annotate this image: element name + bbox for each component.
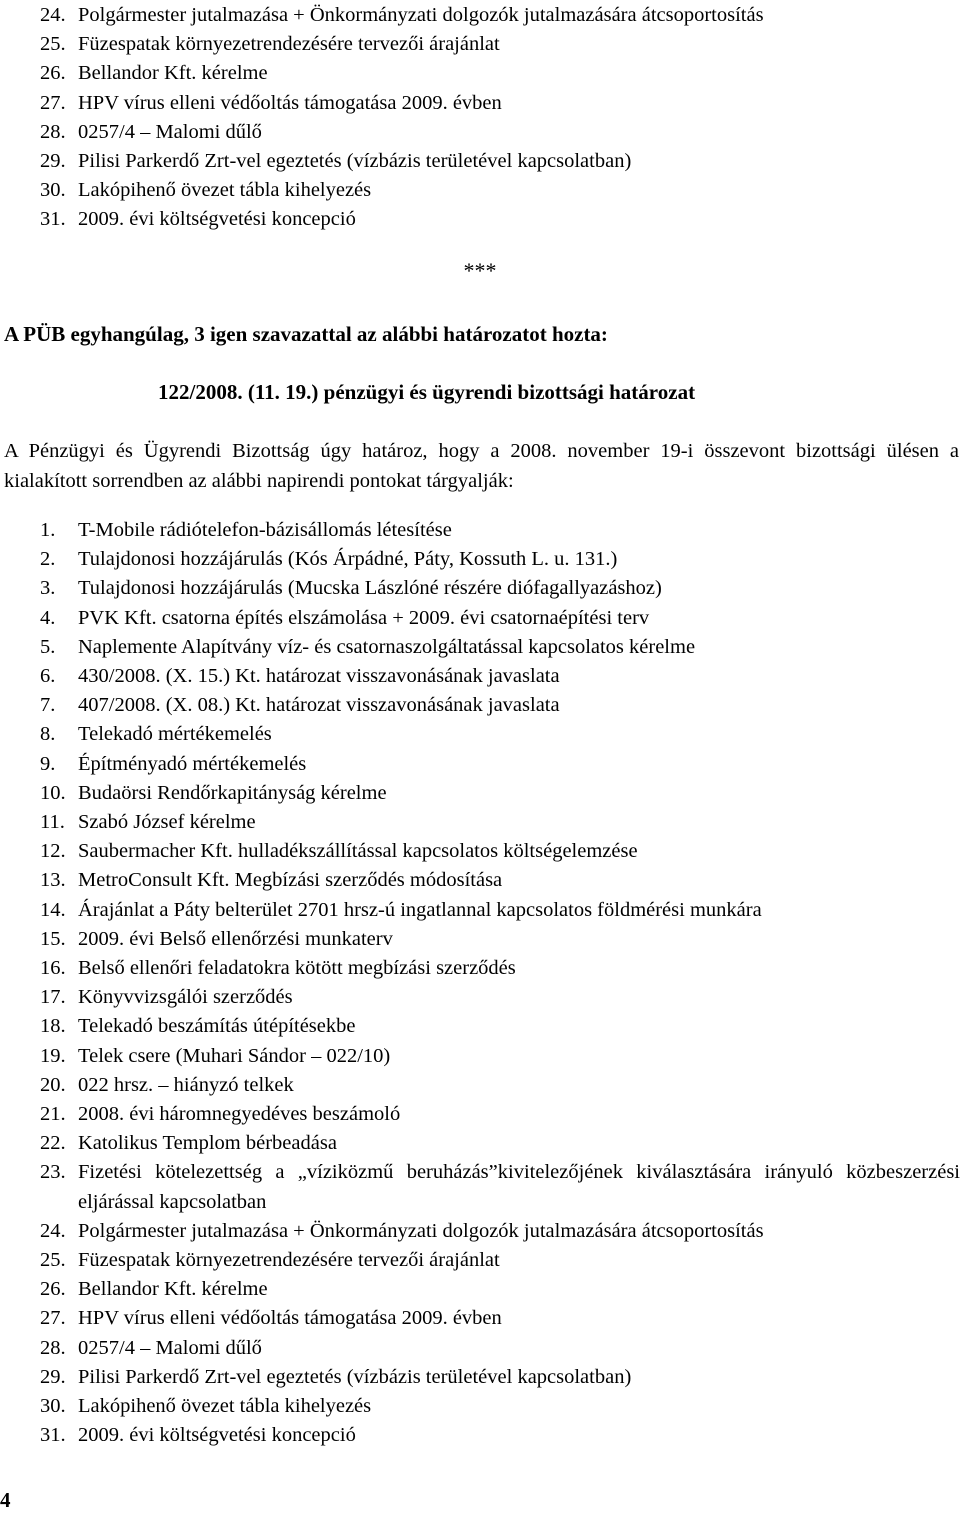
item-text: 2009. évi Belső ellenőrzési munkaterv <box>78 927 393 950</box>
item-number: 10. <box>40 781 66 804</box>
agenda-item <box>40 983 960 1012</box>
continued-agenda-item <box>40 89 960 118</box>
agenda-item <box>40 1363 960 1392</box>
item-number: 25. <box>40 1249 66 1272</box>
item-text: Telekadó mértékemelés <box>78 723 272 746</box>
agenda-item <box>40 604 960 633</box>
item-text: 407/2008. (X. 08.) Kt. határozat visszavonásának javaslata <box>78 694 560 717</box>
continued-agenda-item <box>40 118 960 147</box>
item-number: 25. <box>40 33 66 56</box>
item-number: 15. <box>40 927 66 950</box>
agenda-item <box>40 1392 960 1421</box>
item-text: Bellandor Kft. kérelme <box>78 1278 268 1301</box>
agenda-item <box>40 925 960 954</box>
continued-agenda-item <box>40 147 960 176</box>
item-number: 21. <box>40 1103 66 1126</box>
item-text: HPV vírus elleni védőoltás támogatása 2009. évben <box>78 91 502 114</box>
agenda-list <box>40 516 960 1451</box>
item-text: Könyvvizsgálói szerződés <box>78 986 293 1009</box>
agenda-item <box>40 750 960 779</box>
item-number: 1. <box>40 519 56 541</box>
item-number: 26. <box>40 62 66 85</box>
item-text: PVK Kft. csatorna építés elszámolása + 2009. évi csatornaépítési terv <box>78 606 650 629</box>
item-number: 27. <box>40 91 66 114</box>
item-text: Füzespatak környezetrendezésére tervezői árajánlat <box>78 33 500 56</box>
agenda-item <box>40 1071 960 1100</box>
item-text: Lakópihenő övezet tábla kihelyezés <box>78 179 372 202</box>
item-number: 11. <box>40 811 65 834</box>
agenda-item <box>40 1334 960 1363</box>
item-text: HPV vírus elleni védőoltás támogatása 2009. évben <box>78 1307 502 1330</box>
agenda-item <box>40 1246 960 1275</box>
item-text: 430/2008. (X. 15.) Kt. határozat visszavonásának javaslata <box>78 665 560 688</box>
item-text: Telek csere (Muhari Sándor – 022/10) <box>78 1044 391 1067</box>
item-number: 12. <box>40 840 66 863</box>
item-number: 28. <box>40 120 66 143</box>
item-number: 8. <box>40 723 56 746</box>
item-text: Saubermacher Kft. hulladékszállítással kapcsolatos költségelemzése <box>78 840 638 863</box>
item-number: 23. <box>40 1161 66 1184</box>
item-number: 2. <box>40 548 56 571</box>
agenda-item <box>40 1421 960 1450</box>
continued-agenda-item <box>40 176 960 205</box>
agenda-item <box>40 662 960 691</box>
agenda-item <box>40 516 960 545</box>
resolution-text: A Pénzügyi és Ügyrendi Bizottság úgy határoz, hogy a 2008. november 19-i összevont bizottsági ülésen a kialakított sorrendben az alábbi napirendi pontokat tárgyalják: <box>4 440 959 492</box>
agenda-item <box>40 1217 960 1246</box>
item-number: 19. <box>40 1044 66 1067</box>
agenda-item <box>40 1304 960 1333</box>
agenda-item <box>40 866 960 895</box>
item-number: 14. <box>40 898 66 921</box>
item-text: Naplemente Alapítvány víz- és csatornaszolgáltatással kapcsolatos kérelme <box>78 635 696 658</box>
agenda-item <box>40 633 960 662</box>
item-text: Szabó József kérelme <box>78 811 256 834</box>
page-number: 4 <box>0 1488 11 1512</box>
continued-agenda-item <box>40 1 960 30</box>
item-number: 18. <box>40 1015 66 1038</box>
item-number: 17. <box>40 986 66 1009</box>
item-text: Katolikus Templom bérbeadása <box>78 1132 337 1155</box>
agenda-item <box>40 1275 960 1304</box>
item-number: 4. <box>40 606 56 629</box>
item-number: 29. <box>40 1365 66 1388</box>
item-number: 5. <box>40 635 56 658</box>
item-text: Polgármester jutalmazása + Önkormányzati dolgozók jutalmazására átcsoportosítás <box>78 4 764 26</box>
item-text: 0257/4 – Malomi dűlő <box>78 1336 262 1359</box>
item-text: Árajánlat a Páty belterület 2701 hrsz-ú ingatlannal kapcsolatos földmérési munkára <box>78 898 762 921</box>
agenda-item <box>40 691 960 720</box>
item-number: 16. <box>40 957 66 980</box>
item-text: 022 hrsz. – hiányzó telkek <box>78 1073 294 1096</box>
item-text: Füzespatak környezetrendezésére tervezői árajánlat <box>78 1249 500 1272</box>
agenda-item <box>40 574 960 603</box>
decision-heading: A PÜB egyhangúlag, 3 igen szavazattal az alábbi határozatot hozta: <box>4 322 608 346</box>
agenda-item <box>40 1129 960 1158</box>
continued-agenda-list <box>40 1 960 235</box>
item-text: 0257/4 – Malomi dűlő <box>78 120 262 143</box>
item-number: 28. <box>40 1336 66 1359</box>
agenda-item <box>40 1042 960 1071</box>
item-text: Lakópihenő övezet tábla kihelyezés <box>78 1395 372 1418</box>
item-text: 2009. évi költségvetési koncepció <box>78 1424 356 1447</box>
agenda-item <box>40 1100 960 1129</box>
item-text: Építményadó mértékemelés <box>78 752 307 775</box>
item-number: 30. <box>40 179 66 202</box>
item-text: Telekadó beszámítás útépítésekbe <box>78 1015 356 1038</box>
item-text: MetroConsult Kft. Megbízási szerződés módosítása <box>78 869 503 892</box>
item-number: 22. <box>40 1132 66 1155</box>
agenda-item <box>40 896 960 925</box>
continued-agenda-item <box>40 205 960 234</box>
item-number: 29. <box>40 150 66 173</box>
section-separator: *** <box>463 258 497 283</box>
item-text: 2009. évi költségvetési koncepció <box>78 208 356 231</box>
resolution-title: 122/2008. (11. 19.) pénzügyi és ügyrendi bizottsági határozat <box>158 380 696 404</box>
item-number: 27. <box>40 1307 66 1330</box>
item-text: Pilisi Parkerdő Zrt-vel egeztetés (vízbázis területével kapcsolatban) <box>78 1365 632 1388</box>
item-number: 20. <box>40 1073 66 1096</box>
agenda-item <box>40 720 960 749</box>
item-text: Bellandor Kft. kérelme <box>78 62 268 85</box>
item-number: 31. <box>40 1424 66 1447</box>
item-number: 31. <box>40 208 66 231</box>
agenda-item <box>40 545 960 574</box>
item-number: 26. <box>40 1278 66 1301</box>
continued-agenda-item <box>40 30 960 59</box>
item-number: 13. <box>40 869 66 892</box>
agenda-item <box>40 779 960 808</box>
agenda-item <box>40 1012 960 1041</box>
item-number: 9. <box>40 752 56 775</box>
item-text: Pilisi Parkerdő Zrt-vel egeztetés (vízbázis területével kapcsolatban) <box>78 150 632 173</box>
item-text: Budaörsi Rendőrkapitányság kérelme <box>78 781 387 804</box>
agenda-item <box>40 954 960 983</box>
continued-agenda-item <box>40 59 960 88</box>
item-number: 24. <box>40 1219 66 1242</box>
item-text: Tulajdonosi hozzájárulás (Mucska Lászlóné részére diófagallyazáshoz) <box>78 577 662 600</box>
item-text: T-Mobile rádiótelefon-bázisállomás létesítése <box>78 519 452 541</box>
item-text: Tulajdonosi hozzájárulás (Kós Árpádné, Páty, Kossuth L. u. 131.) <box>78 548 618 571</box>
agenda-item <box>40 808 960 837</box>
item-number: 3. <box>40 577 56 600</box>
item-number: 30. <box>40 1395 66 1418</box>
item-text: 2008. évi háromnegyedéves beszámoló <box>78 1103 401 1126</box>
agenda-item <box>40 1158 960 1216</box>
agenda-item <box>40 837 960 866</box>
item-text: Fizetési kötelezettség a „víziközmű beruházás”kivitelezőjének kiválasztására irányuló közbeszerzési eljárással kapcsolatban <box>78 1161 960 1213</box>
item-number: 6. <box>40 665 56 688</box>
item-number: 24. <box>40 4 66 26</box>
item-number: 7. <box>40 694 56 717</box>
item-text: Polgármester jutalmazása + Önkormányzati dolgozók jutalmazására átcsoportosítás <box>78 1219 764 1242</box>
item-text: Belső ellenőri feladatokra kötött megbízási szerződés <box>78 957 516 980</box>
